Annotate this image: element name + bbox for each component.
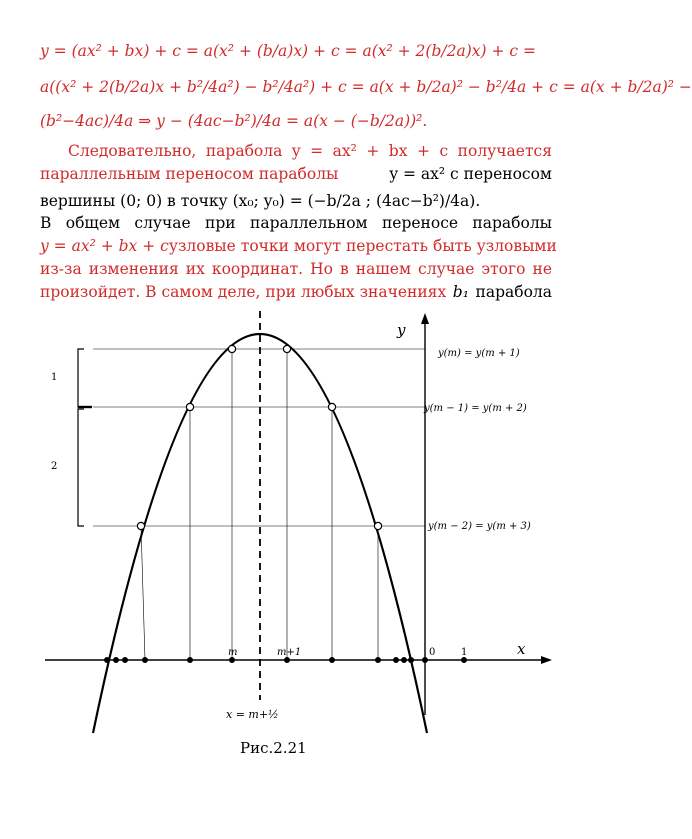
axis-of-symmetry-label: x = m+½ <box>226 708 279 721</box>
formula-line-2: a((x² + 2(b/2a)x + b²/4a²) − b²/4a²) + c = a(x + b/2a)² − b²/4a + c = a(x + b/2a)² − <box>40 78 692 96</box>
figure-caption: Рис.2.21 <box>240 739 307 757</box>
tick-label-1: 1 <box>461 647 468 658</box>
paragraph-1-red-fragment: параллельным переносом параболы <box>40 165 339 183</box>
tick-label-0: 0 <box>429 647 436 658</box>
paragraph-2-text: узловые точки могут перестать быть узловыми <box>168 237 557 255</box>
axis-dot <box>142 657 148 663</box>
paragraph-1-line-1: Следовательно, парабола y = ax² + bx + c получается <box>68 142 552 160</box>
formula-line-3: (b²−4ac)/4a ⇒ y − (4ac−b²)/4a = a(x − (−b/2a))². <box>40 112 428 130</box>
node-point <box>137 522 144 529</box>
node-point <box>186 403 193 410</box>
y-axis-arrow <box>421 313 429 324</box>
x-axis-label: x <box>517 640 526 658</box>
tick-label-m: m <box>228 647 238 658</box>
paragraph-1-black-fragment: y = ax² с переносом <box>389 165 552 183</box>
paragraph-1-line-3: вершины (0; 0) в точку (x₀; y₀) = (−b/2a ; (4ac−b²)/4a). <box>40 192 481 210</box>
brace-label-2: 2 <box>51 461 58 472</box>
node-point <box>228 345 235 352</box>
axis-dot <box>408 657 414 663</box>
axis-dot <box>329 657 335 663</box>
node-point <box>328 403 335 410</box>
axis-dot <box>422 657 428 663</box>
paragraph-2-line-4-end: парабола <box>475 283 552 301</box>
tick-label-m-plus-1: m+1 <box>277 647 302 658</box>
paragraph-2-line-4-text: произойдет. В самом деле, при любых значениях <box>40 283 447 301</box>
axis-dot <box>104 657 110 663</box>
paragraph-2-line-1: В общем случае при параллельном переносе параболы <box>40 214 552 232</box>
formula-line-1: y = (ax² + bx) + c = a(x² + (b/a)x) + c = a(x² + 2(b/2a)x) + c = <box>40 42 536 60</box>
axis-dot <box>401 657 407 663</box>
level-label-ym: y(m) = y(m + 1) <box>438 348 520 359</box>
node-point <box>283 345 290 352</box>
level-label-ym1: y(m − 1) = y(m + 2) <box>424 403 527 414</box>
axis-dot <box>113 657 119 663</box>
paragraph-2-line-3: из-за изменения их координат. Но в нашем случае этого не <box>40 260 552 278</box>
y-axis-label: y <box>397 321 406 339</box>
brace-label-1: 1 <box>51 372 58 383</box>
axis-dot <box>187 657 193 663</box>
axis-dot <box>393 657 399 663</box>
node-point <box>374 522 381 529</box>
axis-dot <box>375 657 381 663</box>
brace-2 <box>78 409 84 526</box>
axis-dot <box>122 657 128 663</box>
paragraph-2-variable: b₁ <box>452 283 469 301</box>
brace-1 <box>78 349 84 407</box>
drop-line <box>141 526 145 660</box>
paragraph-2-formula: y = ax² + bx + c <box>40 237 169 255</box>
x-axis-arrow <box>541 656 552 664</box>
level-label-ym2: y(m − 2) = y(m + 3) <box>428 521 531 532</box>
